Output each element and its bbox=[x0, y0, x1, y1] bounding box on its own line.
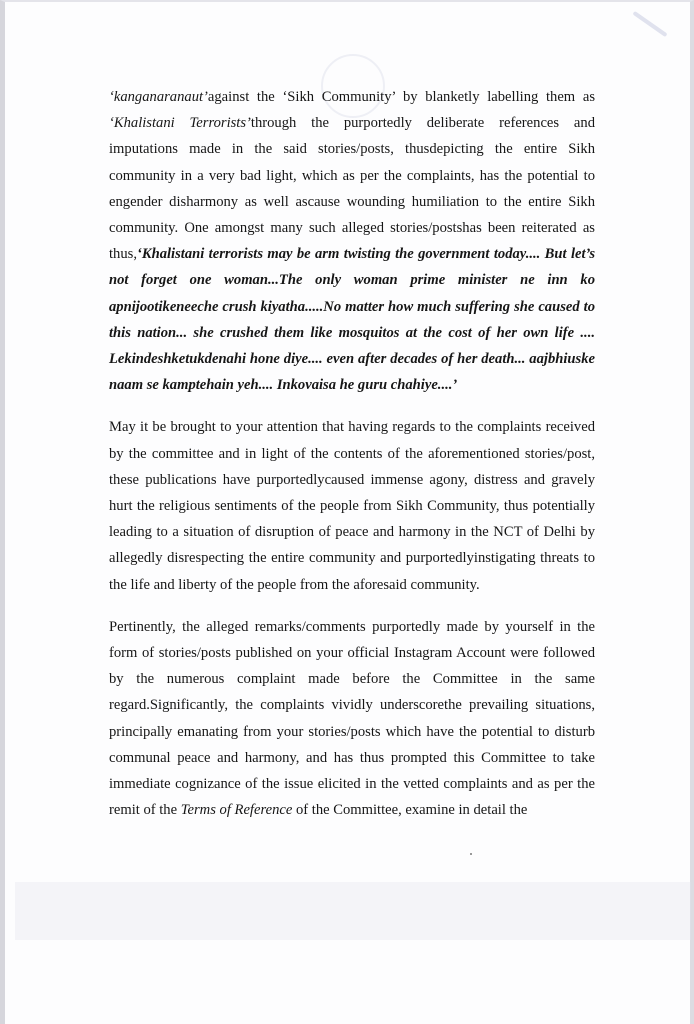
paragraph-text: Pertinently, the alleged remarks/comments purportedly made by yourself in the form of stories/posts published on your official Instagram Account were followed by the numerous complaint made before the Committee in the same regard.Significantly, the complaints vividly underscorethe prevailing situations, principally emanating from your stories/posts which have the potential to disturb communal peace and harmony, and has thus prompted this Committee to take immediate cognizance of the issue elicited in the vetted complaints and as per the remit of the bbox=[109, 618, 595, 819]
paragraph-text: against the ‘Sikh Community’ by blanketly labelling them as bbox=[207, 89, 595, 105]
scan-speck bbox=[470, 853, 472, 855]
show-through-text-area bbox=[15, 882, 691, 940]
scan-crease-mark bbox=[632, 11, 667, 37]
terms-of-reference: Terms of Reference bbox=[180, 802, 293, 819]
quoted-term: ‘Khalistani Terrorists’ bbox=[109, 115, 251, 132]
paragraph-text: of the Committee, examine in detail the bbox=[292, 802, 528, 819]
paragraph-text: May it be brought to your attention that having regards to the complaints received by the committee and in light of the contents of the aforementioned stories/post, these publications have purportedlycaused immense agony, distress and gravely hurt the religious sentiments of the people from Sikh Community, thus potentially leading to a situation of disruption of peace and harmony in the NCT of Delhi by allegedly disrespecting the entire community and purportedlyinstigating threats to the life and liberty of the people from the aforesaid community. bbox=[109, 419, 595, 593]
document-body bbox=[109, 84, 595, 823]
quoted-post: ‘Khalistani terrorists may be arm twisting the government today.... But let’s not forget one woman...The only woman prime minister ne inn ko apnijootikeneeche crush kiyatha.....No matter how much suffering she caused to this nation... she crushed them like mosquitos at the cost of her own life .... Lekindeshketukdenahi hone diye.... even after decades of her death... aajbhiuske naam se kamptehain yeh.... Inkovaisa he guru chahiye....’ bbox=[109, 246, 595, 394]
paragraph-text: through the purportedly deliberate references and imputations made in the said stories/posts, thusdepicting the entire Sikh community in a very bad light, which as per the complaints, has the potential to engender disharmony as well ascause wounding humiliation to the entire Sikh community. One amongst many such alleged stories/postshas been reiterated as thus, bbox=[109, 115, 595, 263]
quoted-name: ‘kanganaranaut’ bbox=[109, 89, 208, 105]
paragraph-3 bbox=[109, 614, 595, 824]
paragraph-2 bbox=[109, 414, 595, 597]
paragraph-1 bbox=[109, 84, 595, 398]
